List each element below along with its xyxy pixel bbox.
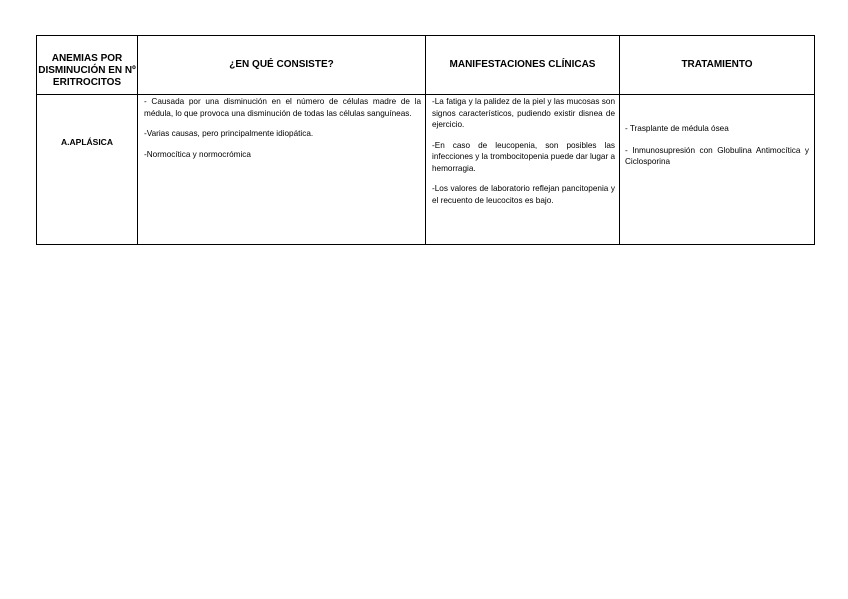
- header-tratamiento: [620, 36, 815, 95]
- table-header-row: [37, 36, 815, 95]
- header-manifestaciones: [426, 36, 620, 95]
- tratamiento-paragraph: - Trasplante de médula ósea: [625, 124, 729, 133]
- tratamiento-paragraph: - Inmunosupresión con Globulina Antimocítica y Ciclosporina: [625, 145, 809, 166]
- manifestaciones-cell: [426, 95, 620, 245]
- header-consiste: [138, 36, 426, 95]
- header-consiste-label: ¿EN QUÉ CONSISTE?: [229, 59, 334, 70]
- consiste-paragraph: - Causada por una disminución en el número de células madre de la médula, lo que provoca una disminución de todas las células sanguíneas.: [144, 97, 421, 118]
- manifestaciones-paragraph: -La fatiga y la palidez de la piel y las mucosas son signos característicos, pudiendo existir disnea de ejercicio.: [432, 97, 615, 129]
- table-row: [37, 95, 815, 245]
- anemia-type-cell: [37, 95, 138, 245]
- consiste-paragraph: -Normocítica y normocrómica: [144, 149, 251, 159]
- anemia-type-label: A.APLÁSICA: [61, 137, 113, 147]
- tratamiento-cell: [620, 95, 815, 245]
- anemia-table: [36, 35, 815, 245]
- header-anemia-type: [37, 36, 138, 95]
- consiste-paragraph: -Varias causas, pero principalmente idiopática.: [144, 129, 314, 138]
- header-manifestaciones-label: MANIFESTACIONES CLÍNICAS: [449, 59, 596, 70]
- manifestaciones-paragraph: -Los valores de laboratorio reflejan pancitopenia y el recuento de leucocitos es bajo.: [432, 184, 615, 205]
- header-anemia-type-label: ANEMIAS POR DISMINUCIÓN EN Nº ERITROCITOS: [38, 53, 136, 88]
- manifestaciones-paragraph: -En caso de leucopenia, son posibles las infecciones y la trombocitopenia puede dar lugar a hemorragia.: [432, 140, 615, 173]
- consiste-cell: [138, 95, 426, 245]
- header-tratamiento-label: TRATAMIENTO: [681, 59, 753, 70]
